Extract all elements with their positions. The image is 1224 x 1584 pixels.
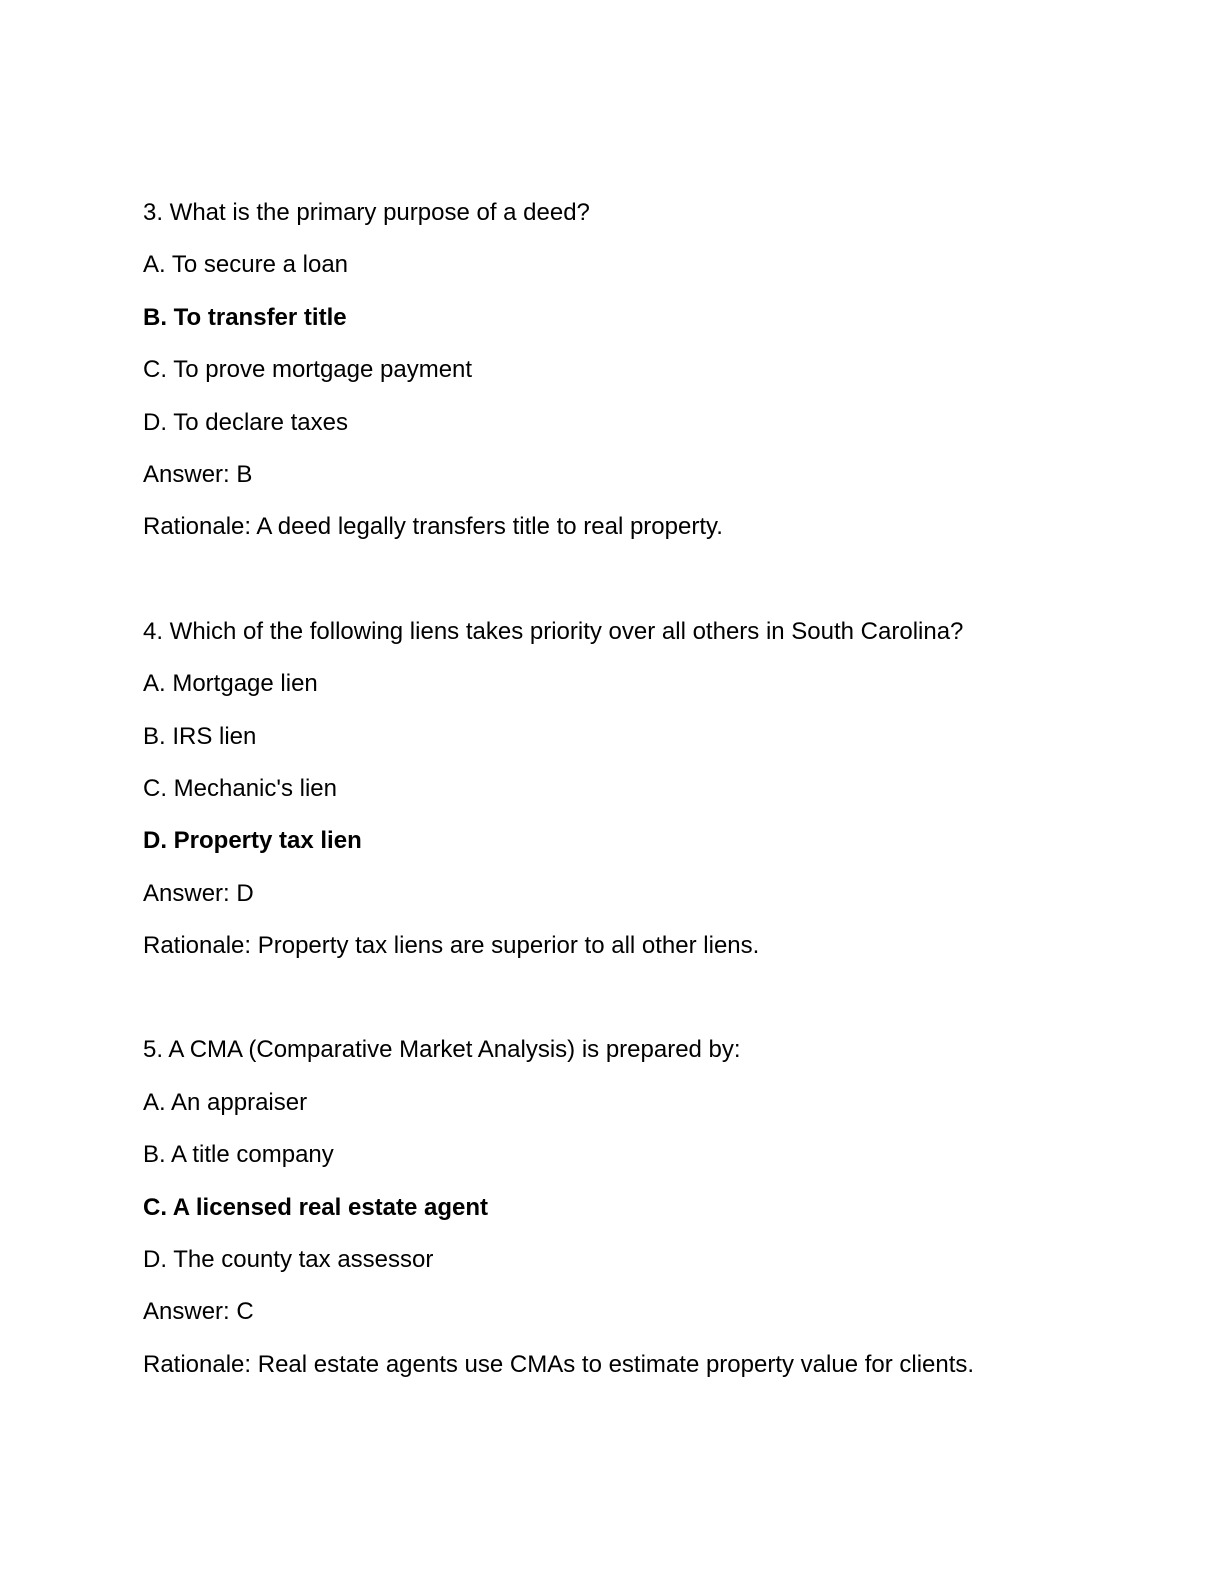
rationale: Rationale: Real estate agents use CMAs to estimate property value for clients. [143, 1350, 975, 1378]
option-d-correct: D. Property tax lien [143, 827, 362, 855]
option-c: C. Mechanic's lien [143, 774, 337, 802]
option-b-correct: B. To transfer title [143, 303, 347, 331]
question-stem: 3. What is the primary purpose of a deed? [143, 199, 590, 226]
rationale: Rationale: A deed legally transfers title to real property. [143, 513, 723, 541]
question-5 [143, 1032, 1143, 1399]
question-stem: 5. A CMA (Comparative Market Analysis) is prepared by: [143, 1036, 741, 1064]
question-3 [143, 195, 1143, 562]
rationale: Rationale: Property tax liens are superior to all other liens. [143, 932, 760, 960]
option-d: D. To declare taxes [143, 408, 348, 436]
option-a: A. Mortgage lien [143, 670, 318, 698]
option-a: A. To secure a loan [143, 251, 349, 279]
document-content [143, 195, 1143, 1451]
answer: Answer: D [143, 879, 254, 907]
option-b: B. IRS lien [143, 722, 257, 750]
answer: Answer: C [143, 1298, 254, 1326]
option-a: A. An appraiser [143, 1088, 308, 1116]
option-b: B. A title company [143, 1141, 334, 1169]
question-stem: 4. Which of the following liens takes priority over all others in South Carolina? [143, 617, 964, 645]
answer: Answer: B [143, 460, 253, 488]
option-c: C. To prove mortgage payment [143, 356, 473, 384]
option-d: D. The county tax assessor [143, 1246, 434, 1274]
question-4 [143, 614, 1143, 981]
option-c-correct: C. A licensed real estate agent [143, 1193, 489, 1221]
